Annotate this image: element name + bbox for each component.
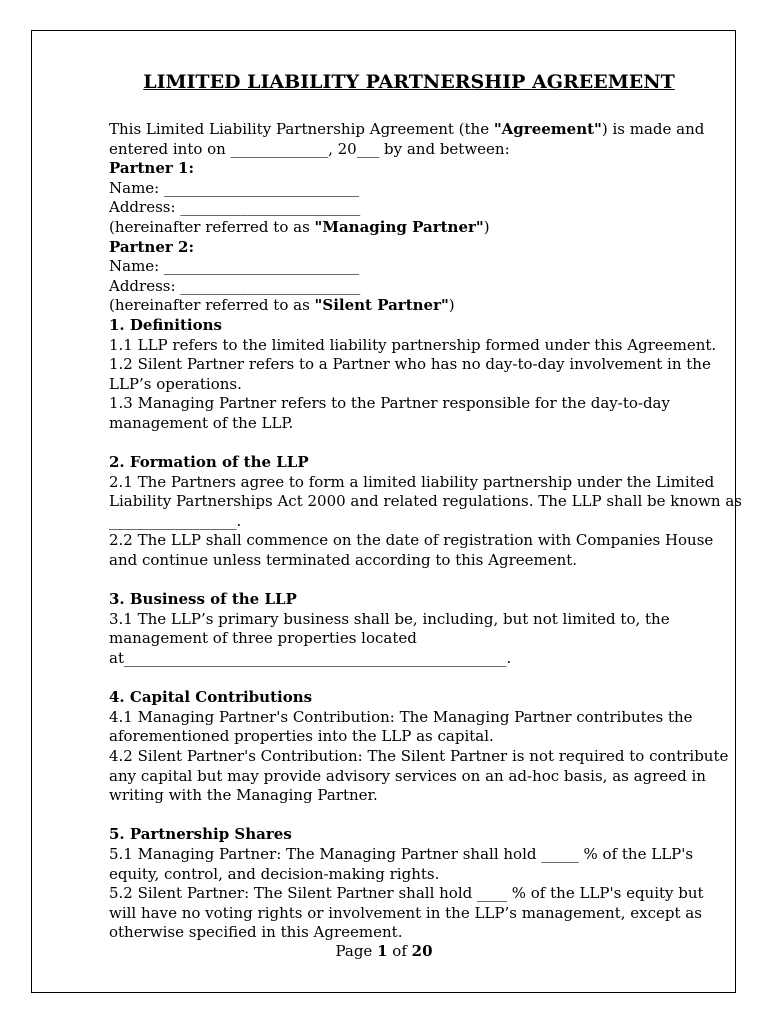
section-line: any capital but may provide advisory services on an ad-hoc basis, as agreed in [109, 766, 706, 785]
section-heading: 4. Capital Contributions [109, 688, 313, 707]
document-title: LIMITED LIABILITY PARTNERSHIP AGREEMENT [143, 71, 675, 93]
reference-text: ) [448, 296, 455, 315]
intro-line-1 [109, 120, 719, 140]
paragraph-spacer [109, 806, 719, 826]
total-pages-number: 20 [411, 942, 433, 960]
section-line: writing with the Managing Partner. [109, 786, 378, 805]
agreement-text [109, 120, 742, 943]
section-line: _________________. [109, 511, 242, 530]
document-body [109, 68, 742, 943]
section-line: equity, control, and decision-making rights. [109, 864, 440, 883]
section-line: management of three properties located [109, 629, 417, 648]
section-heading: 3. Business of the LLP [109, 590, 297, 609]
section-heading: 2. Formation of the LLP [109, 453, 309, 472]
partner-1-reference [109, 218, 719, 238]
agreement-defined-term: "Agreement" [493, 120, 602, 138]
paragraph-spacer [109, 669, 719, 689]
paragraph-spacer [109, 434, 719, 454]
reference-text: (hereinafter referred to as [109, 296, 315, 315]
section-line: 1.1 LLP refers to the limited liability partnership formed under this Agreement. [109, 335, 717, 354]
section-line: 5.1 Managing Partner: The Managing Partner shall hold _____ % of the LLP's [109, 844, 694, 863]
partner-1-address-field: Address: ________________________ [109, 198, 361, 217]
section-line: will have no voting rights or involvement in the LLP’s management, except as [109, 903, 702, 922]
section-line: 4.1 Managing Partner's Contribution: The Managing Partner contributes the [109, 707, 693, 726]
section-line: otherwise specified in this Agreement. [109, 923, 403, 942]
section-heading: 1. Definitions [109, 315, 222, 334]
paragraph-spacer [109, 571, 719, 591]
partner-2-heading: Partner 2: [109, 237, 194, 256]
partner-1-name-field: Name: __________________________ [109, 178, 359, 197]
partner-2-name-field: Name: __________________________ [109, 257, 359, 276]
partner-1-heading: Partner 1: [109, 159, 194, 178]
section-line: 4.2 Silent Partner's Contribution: The Silent Partner is not required to contribute [109, 747, 729, 765]
silent-partner-term: "Silent Partner" [314, 296, 449, 315]
intro-text: This Limited Liability Partnership Agreement (the [109, 120, 494, 138]
section-line: 3.1 The LLP’s primary business shall be, including, but not limited to, the [109, 609, 670, 628]
current-page-number: 1 [377, 942, 388, 960]
reference-text: ) [483, 217, 490, 236]
section-line: 1.2 Silent Partner refers to a Partner who has no day-to-day involvement in the [109, 355, 711, 374]
section-line: at___________________________________________________. [109, 649, 512, 668]
partner-2-address-field: Address: ________________________ [109, 276, 361, 295]
section-line: aforementioned properties into the LLP as capital. [109, 727, 494, 746]
section-line: and continue unless terminated according to this Agreement. [109, 551, 578, 570]
intro-text: ) is made and [601, 120, 705, 138]
section-line: 2.2 The LLP shall commence on the date of registration with Companies House [109, 531, 714, 550]
section-line: 2.1 The Partners agree to form a limited liability partnership under the Limited [109, 472, 715, 491]
page-label: Page [335, 942, 378, 960]
section-line: Liability Partnerships Act 2000 and related regulations. The LLP shall be known as [109, 492, 742, 511]
page-number-footer [0, 941, 768, 961]
section-line: 1.3 Managing Partner refers to the Partner responsible for the day-to-day [109, 394, 670, 413]
reference-text: (hereinafter referred to as [109, 217, 315, 236]
of-label: of [387, 942, 412, 960]
section-line: 5.2 Silent Partner: The Silent Partner shall hold ____ % of the LLP's equity but [109, 884, 704, 903]
section-heading: 5. Partnership Shares [109, 825, 292, 844]
partner-2-reference [109, 296, 719, 316]
managing-partner-term: "Managing Partner" [314, 217, 484, 236]
section-line: LLP’s operations. [109, 374, 242, 393]
intro-line-2: entered into on _____________, 20___ by and between: [109, 139, 510, 158]
section-line: management of the LLP. [109, 413, 294, 432]
